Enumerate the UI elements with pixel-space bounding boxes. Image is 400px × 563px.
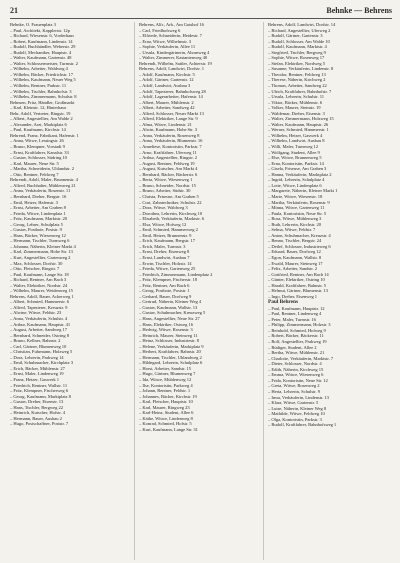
directory-entry: – Selma, Witwe, Feldstr. 7	[268, 227, 316, 233]
directory-entry: – Rudolf, Kraftfahrer, Bahnhofsweg 1	[268, 422, 337, 428]
directory-entry: – Hans, Tischler, Bergweg 22	[10, 404, 63, 410]
page-header	[10, 6, 392, 19]
directory-entry: – Georg, Postbote, Poststr. 1	[139, 288, 190, 294]
directory-entry: – Elisabeth, Verkäuferin, Marktstr. 6	[139, 216, 205, 222]
directory-entry: – Detlef, Schlosser, Industrieweg 6	[268, 243, 331, 249]
directory-entry: – Karl, Fleischer, Hauptstr. 10	[139, 399, 193, 405]
directory-entry: – Erich, Maler, Turmstr. 3	[139, 243, 186, 249]
directory-entry: – Karl, Zimmermann, Hohe Str. 13	[10, 249, 73, 255]
directory-entry: Behrendt, Wilhelm, Sattler, Achterstr. 19	[139, 60, 212, 66]
directory-entry: – Walter, Kaufmann, Hauptstr. 26	[268, 121, 329, 127]
directory-entry: – Anna, Verkäuferin, Blumenstr. 16	[139, 138, 203, 144]
directory-entry: – Luise, Näherin, Kleiner Weg 8	[268, 405, 327, 411]
directory-entry: – Richard, Angestellter, Uferweg 2	[268, 27, 331, 33]
directory-entry: – Waldemar, Dreher, Eisenstr. 3	[268, 110, 325, 116]
directory-entry: – Rudolf, Kaufmann, Marktstr. 4	[268, 44, 327, 50]
directory-entry: – Charlotte, Verkäuferin, Marktstr. 7	[268, 355, 334, 361]
directory-entry: – Anna, Verkäuferin, Schulstr. 4	[10, 315, 68, 321]
directory-entry: Behr, Adolf, Vertreter, Ringstr. 19	[10, 110, 71, 116]
directory-entry: – Peter, Maler, Turmstr. 16	[268, 316, 316, 322]
directory-entry: – Wilhelm, Kaufmann, Neuer Weg 5	[10, 77, 76, 83]
directory-entry: – Hans, Angestellter, Neue Str. 27	[139, 315, 200, 321]
directory-entry: – Fritz, Klempner, Fischerstr. 18	[139, 277, 198, 283]
directory-entry: – Otto, Fleischer, Ringstr. 7	[10, 266, 60, 272]
directory-entry: – Olga, Kontoristin, Parkstr. 3	[268, 416, 322, 422]
directory-entry: – Carl, Friedhofsweg 6	[139, 27, 181, 33]
directory-entry: – Otto, Rentner, Feldweg 7	[10, 171, 59, 177]
directory-entry: – Bruno, Arbeiter, Südstr. 30	[139, 188, 191, 194]
directory-entry: Behrens, Alfr., Arb., Am Gutshof 16	[139, 22, 204, 27]
directory-entry: – Friedrich, Rentner, Wallstr. 11	[10, 382, 68, 388]
directory-entry: – Ernst, Landwirt, Ausbau 7	[139, 254, 190, 260]
directory-entry: Behnke, O. Frauenplatz 3	[10, 22, 56, 27]
directory-entry: – Anneliese, Kontoristin, Parkstr. 7	[139, 144, 202, 150]
directory-entry: – Ernst, Maler, Lindenweg 19	[10, 371, 64, 377]
directory-entry: – Adolf, Gärtner, Gartenstr. 12	[139, 77, 194, 83]
directory-entry: – Ewald, Maurer, Steinweg 17	[268, 260, 323, 266]
directory-entry: – Emil, Heizer, Brunnenstr. 9	[139, 232, 192, 238]
directory-entry: – Erna, Kontoristin, Parkstr. 14	[268, 160, 324, 166]
directory-entry: – Alexander, Arzt, Marktplatz 6	[10, 121, 67, 127]
directory-entry: – Max, Schlosser, Dorfstr. 30	[10, 260, 63, 266]
directory-entry: – Friedrich, Zimmermann, Lindenplatz 2	[139, 271, 213, 277]
directory-entry: – Horst, Arbeiter, Sandstr. 15	[139, 365, 192, 371]
directory-entry: – Paul, Rentner, Lindenweg 4	[268, 311, 322, 317]
directory-entry: – Wilhelm, Bäcker, Friedrichstr. 17	[10, 71, 73, 77]
directory-entry: – Wilhelm, Zimmermann, Schulstr. 8	[10, 94, 77, 100]
directory-entry: Behrens, Adolf, Landwirt, Dorfstr. 1	[139, 66, 205, 72]
directory-columns	[10, 22, 392, 560]
directory-entry: – Wilhelm, Heizer, Gaswerk 4	[268, 132, 323, 138]
directory-entry: – Erna, Witwe, Wilhelmstr. 3	[139, 38, 192, 44]
directory-entry: – Hedwig, Witwe, Rosenstr. 3	[139, 327, 193, 333]
column-left	[10, 22, 135, 560]
directory-entry: – Albert, Maurer, Mühlenstr. 2	[139, 99, 194, 105]
directory-entry: – Thomas, Arbeiter, Sandweg 22	[268, 83, 327, 89]
directory-entry: – Ernst, Kraftfahrer, Kanalstr. 33	[10, 149, 69, 155]
directory-entry: – Adolf, Lagerarbeiter, Hafenstr. 14	[139, 94, 203, 100]
directory-entry: – Theodor, Rentner, Feldweg 13	[268, 71, 326, 77]
directory-entry: – Fritz, Klempner, Fischerweg 6	[10, 388, 68, 394]
directory-entry: – Hanna, Verkäuferin, Marktplatz 2	[268, 171, 332, 177]
directory-entry: Behrens, Adolf, Bauer, Ackerweg 1	[10, 293, 74, 299]
directory-entry: – Klara, Witwe, Gartenstr. 5	[268, 400, 319, 406]
directory-entry: – Wolfgang, Student, Allee 9	[268, 149, 320, 155]
directory-entry: – Susanne, Verkäuferin, Lindenstr. 8	[268, 66, 334, 72]
directory-entry: – Ernst, Arbeiter, Am Graben 8	[10, 205, 66, 211]
directory-entry: – Käthe, Witwe, Lindenweg 8	[139, 415, 193, 421]
directory-entry: – Walter, Schlossermeister, Turmstr. 2	[10, 60, 78, 66]
directory-entry: – Marie, Witwe, Wiesenstr. 18	[268, 193, 323, 199]
directory-entry: – Wilhelm, Rentner, Parkstr. 11	[10, 83, 67, 89]
directory-entry: – Alfred, Tapezierer, Kreuzstr. 9	[10, 304, 68, 310]
directory-entry: – Hugo, Postschaffner, Poststr. 7	[10, 421, 69, 427]
directory-entry: – Helene, Verkäuferin, Marktplatz 9	[139, 343, 204, 349]
directory-entry: Behrendt, Adolf, Maler, Brunnenstr. 4	[10, 177, 78, 183]
directory-entry: – Günter, Elektriker, Ostring 10	[268, 277, 325, 283]
directory-entry: – Erich, Kaufmann, Bergstr. 17	[139, 238, 195, 244]
directory-entry: – Dora, Witwe, Waldweg 3	[139, 205, 188, 211]
directory-entry: – Georg, Lehrer, Schulplatz 5	[10, 221, 63, 227]
directory-entry: – Dorothea, Lehrerin, Kirchweg 10	[139, 210, 203, 216]
directory-entry: – Emil, Schuhmacher, Kirchplatz 3	[10, 360, 73, 366]
directory-entry: – Hans, Elektriker, Ostweg 16	[139, 321, 193, 327]
directory-entry: – Hermann, Bauer, Ausbau 2	[10, 415, 62, 421]
directory-entry: – Arthur, Angestellter, Ringstr. 2	[139, 155, 198, 161]
directory-entry: – Karl, Maurer, Ringweg 23	[139, 404, 190, 410]
directory-entry: – Paula, Kontoristin, Neue Str. 5	[268, 210, 327, 216]
directory-entry: – Alfred, Schlosser, Neuer Markt 13	[139, 110, 204, 116]
directory-entry: – Philipp, Zimmermann, Holzstr. 3	[268, 322, 331, 328]
directory-entry: – Herbert, Kraftfahrer, Bahnstr. 20	[139, 349, 201, 355]
directory-entry: – Christa, Friseuse, Am Graben 5	[139, 193, 199, 199]
directory-entry: – Heinrich, Maurer, Steinweg 11	[139, 332, 198, 338]
directory-entry: – Bertha, Witwe, Mühlenstr. 21	[268, 350, 325, 356]
directory-entry: – Gustav, Postbote, Poststr. 9	[10, 227, 62, 233]
directory-entry: – Robert, Kaufmann, Lindenstr. 14	[10, 38, 73, 44]
directory-entry: – Margarete, Näherin, Kleiner Markt 1	[268, 188, 338, 194]
directory-entry: – Emil, Schmied, Hammerweg 2	[139, 227, 198, 233]
column-middle	[139, 22, 264, 560]
directory-entry: – Viktor, Bäcker, Mühlenstr. 6	[268, 99, 323, 105]
directory-entry: – Gertrud, Näherin, Kleiner Weg 4	[139, 299, 202, 305]
directory-entry: – Walter, Zimmerer, Kastanienweg 40	[139, 55, 208, 61]
directory-entry: – Paul, Kaufmann, Hauptstr. 12	[268, 305, 325, 311]
directory-entry: – August, Arbeiter, Sandweg 17	[10, 327, 68, 333]
directory-entry: – Fritz, Rentner, Am Bach 6	[139, 282, 190, 288]
directory-entry: – Arno, Kraftfahrer, Uferweg 11	[139, 149, 197, 155]
directory-entry: – Sophie, Verkäuferin, Allee 11	[139, 44, 196, 50]
directory-entry: – Frieda, Witwe, Gartenweg 25	[139, 266, 196, 272]
directory-entry: – Heinrich, Kutscher, Hofstr. 4	[10, 410, 66, 416]
directory-entry: – Bruno, Klempner, Vorstadt 9	[10, 144, 65, 150]
directory-entry: – Gottfried, Rentner, Am Bach 14	[268, 271, 329, 277]
directory-entry: – Walter, Zimmermann, Holzweg 15	[268, 116, 334, 122]
directory-entry: – Bernhard, Schneider, Ostring 8	[10, 332, 69, 338]
directory-entry: – Reinhold, Schmied, Hofweg 9	[268, 327, 326, 333]
directory-entry: – Walter, Kaufmann, Gartenstr. 48	[10, 55, 72, 61]
directory-entry: – Ernst, Dreher, Eisenweg 8	[139, 249, 190, 255]
directory-entry: Behrens, Adolf, Landwirt, Dorfstr. 14	[268, 22, 336, 27]
directory-entry: – Alma, Witwe, Lindenstr. 21	[139, 121, 192, 127]
directory-entry: – Bernhard, Bäcker, Bäckerstr. 6	[139, 171, 198, 177]
directory-entry: – Siegfried, Tischler, Bergweg 9	[268, 49, 326, 55]
directory-entry: – Bruno, Kellner, Bahnstr. 2	[10, 338, 61, 344]
directory-entry: – August, Kutscher, Am Markt 4	[139, 166, 198, 172]
directory-entry: – Heinz, Schlosser, Industriestr. 8	[139, 338, 199, 344]
directory-entry: – Richard, Wiesenstr. 6, Vorderhaus	[10, 33, 75, 39]
directory-entry: – Anton, Schuhmacher, Kreuzstr. 4	[268, 232, 331, 238]
directory-entry: – Adolf, Landwirt, Ausbau 3	[139, 83, 191, 89]
directory-entry: – Albert, Arbeiter, Sandweg 42	[139, 105, 195, 111]
directory-entry: – Hans, Bäcker, Wiesenweg 12	[10, 232, 66, 238]
directory-entry: – Alfred, Elektriker, Lange Str. 9	[139, 116, 198, 122]
directory-entry: – Frieda, Witwe, Lindenplatz 1	[10, 210, 66, 216]
directory-entry: – Alfred, Buchhalter, Mühlenweg 21	[10, 182, 76, 188]
directory-entry: – Erwin, Tischler, Holzstr. 14	[139, 260, 192, 266]
directory-entry: – Martha, Schneiderin, Uhlandstr. 2	[10, 166, 74, 172]
directory-entry: – Albert, Schmied, Hammerstr. 6	[10, 299, 70, 305]
directory-entry: – Albert, Angestellter, Am Walde 2	[10, 116, 73, 122]
directory-entry: – Johann, Rentner, Feldstr. 1	[139, 388, 191, 394]
directory-entry: – Adolf, Tapezierer, Bahnhofsweg 28	[139, 88, 206, 94]
directory-entry: – Frida, Kontoristin, Neue Str. 12	[268, 377, 328, 383]
directory-entry: Behrend, Franz, Fabrikant, Hafenstr. 1	[10, 132, 79, 138]
directory-entry: – Karl-Heinz, Student, Allee 6	[139, 410, 194, 416]
directory-entry: – Ingo, Dreher, Eisenweg 1	[268, 293, 318, 299]
directory-entry: – Hildegard, Lehrerin, Schulplatz 6	[139, 360, 203, 366]
directory-entry: – Arthur, Kaufmann, Hauptstr. 41	[10, 321, 71, 327]
directory-entry: – Helmut, Gärtner, Blumenstr. 13	[268, 288, 328, 294]
directory-entry: – Paul, Kaufmann, Lange Str. 18	[10, 271, 69, 277]
directory-entry: – Herta, Lehrerin, Schulstr. 9	[268, 388, 320, 394]
directory-entry: – Curt, Zahntechniker, Schulstr. 22	[139, 199, 202, 205]
directory-entry: – Sophie, Witwe, Rosenweg 17	[268, 55, 325, 61]
directory-entry: – Bernhard, Dreher, Bergstr. 16	[10, 193, 67, 199]
directory-entry: – Richard, Rentner, Am Bach 3	[10, 277, 67, 283]
directory-entry: – Anna, Witwe, Lessingstr. 26	[10, 138, 64, 144]
directory-entry: – Rudolf, Buchhändler, Weberstr. 29	[10, 44, 76, 50]
directory-entry: – Wilhelm, Arbeiter, Waldweg 4	[10, 66, 68, 72]
directory-entry: – Johanna, Näherin, Kleiner Markt 4	[10, 243, 76, 249]
directory-entry: – Ida, Witwe, Mühlenweg 12	[139, 377, 192, 382]
directory-entry: – Ingrid, Lehrerin, Schulplatz 4	[268, 177, 325, 183]
directory-entry: – Therese, Näherin, Kirchweg 2	[268, 77, 326, 83]
directory-entry: – Johannes, Bäcker, Kirchstr. 19	[139, 393, 197, 399]
directory-entry: – Anna, Verkäuferin, Rosenweg 8	[139, 132, 200, 138]
directory-entry: – Volker, Maurer, Steinstr. 19	[268, 105, 321, 111]
directory-entry: – Gerhard, Bauer, Dorfweg 9	[139, 293, 192, 299]
directory-entry: – Dora, Lehrerin, Parkweg 14	[10, 354, 64, 360]
directory-entry: – Erich, Bäcker, Mühlenstr. 27	[10, 365, 65, 371]
directory-entry: – Irma, Verkäuferin, Lindenstr. 13	[268, 394, 329, 400]
directory-entry: – Karl, Kleinstr. 12, Hinterhaus	[10, 105, 67, 111]
directory-entry: – Alwin, Kaufmann, Hohe Str. 3	[139, 127, 197, 133]
directory-entry: – Eduard, Bauer, Dorfweg 12	[268, 249, 321, 255]
directory-entry: – Ursula, Kindergärtnerin, Ahornweg 4	[139, 49, 210, 55]
directory-entry: – Emma, Witwe, Wiesenweg 6	[268, 372, 324, 378]
directory-entry: – Anna, Verkäuferin, Rosenstr. 11	[10, 188, 71, 194]
directory-entry: – Rüdiger, Student, Allee 2	[268, 344, 317, 350]
directory-entry: – Dieter, Schlosser, Nordstr. 4	[268, 361, 322, 367]
directory-entry: – Willi, Maler, Turmweg 12	[268, 144, 319, 150]
directory-entry: – Wilhelm, Tischler, Bahnhofstr. 3	[10, 88, 72, 94]
directory-entry: – Hermann, Tischler, Uhlandweg 2	[139, 354, 202, 360]
directory-entry: – Bruno, Schneider, Nordstr. 15	[139, 182, 196, 188]
directory-entry: – Lotte, Witwe, Lindenplatz 6	[268, 182, 322, 188]
directory-entry: – Alwine, Witwe, Feldstr. 23	[10, 310, 62, 316]
directory-entry: – Gisela, Friseuse, Am Graben 3	[268, 166, 327, 172]
directory-entry: – Rudolf, Schlosser, Am Walde 10	[268, 38, 330, 44]
directory-entry: – Else, Witwe, Brunnenweg 5	[268, 155, 322, 161]
directory-entry: – Ilse, Kontoristin, Parkweg 4	[139, 382, 193, 388]
directory-entry: – Ursula, Lehrerin, Schulstr. 11	[268, 94, 325, 100]
directory-entry: – Fritz, Kaufmann, Marktstr. 20	[10, 216, 68, 222]
directory-entry: – Ulrich, Kraftfahrer, Bahnhofstr. 7	[268, 88, 332, 94]
directory-entry: – Felix, Arbeiter, Sandstr. 2	[268, 266, 318, 272]
directory-entry: – Walter, Elektriker, Nordstr. 24	[10, 282, 68, 288]
directory-entry: – Mathilde, Witwe, Feldweg 10	[268, 411, 325, 417]
directory-entry: – Georg, Kaufmann, Marktplatz 8	[10, 393, 71, 399]
directory-entry: – Gustav, Schlosser, Südring 10	[10, 155, 67, 161]
directory-entry: – Adolf, Kaufmann, Kirchstr. 5	[139, 71, 195, 77]
directory-entry: Behnsen, Fritz, Händler, Großmarkt	[10, 99, 75, 105]
directory-entry: – Berta, Witwe, Wiesenweg 1	[139, 177, 193, 183]
directory-entry: – Robert, Bäcker, Bäckerstr. 11	[268, 333, 324, 339]
directory-entry: – Rudolf, Gärtner, Gartenstr. 3	[268, 33, 323, 39]
directory-entry: – Gustav, Kaufmann, Wallstr. 13	[139, 304, 198, 310]
directory-entry: – Konrad, Schmied, Hofstr. 5	[139, 421, 192, 427]
directory-entry: – Gustav, Dreher, Eisenstr. 13	[10, 399, 64, 405]
directory-entry: – Wilhelm, Maurer, Weidenweg 15	[10, 288, 73, 294]
directory-entry: – Ruth, Lehrerin, Kirchstr. 20	[268, 221, 321, 227]
directory-entry: – Rosa, Witwe, Mühlenweg 3	[268, 216, 322, 222]
directory-entry: – Kurt, Kaufmann, Lange Str. 31	[139, 426, 198, 432]
directory-entry: – August, Rentner, Feldweg 19	[139, 160, 195, 166]
directory-entry: – Gustav, Schuhmacher, Kreuzweg 5	[139, 310, 206, 316]
entry-heading: Paul Behrens	[268, 299, 299, 306]
directory-entry: – Martha, Verkäuferin, Rosenstr. 9	[268, 199, 330, 205]
directory-entry: – Kurt, Angestellter, Gartenweg 2	[10, 254, 71, 260]
directory-entry: – Paul, Architekt, Kapplerstr. 12p	[10, 27, 70, 33]
directory-entry: – Paul, Kaufmann, Kirchstr. 14	[10, 127, 66, 133]
column-right	[268, 22, 392, 560]
directory-entry: – Wilhelm, Landwirt, Ausbau 8	[268, 138, 325, 144]
running-head: Behnke — Behrens	[326, 6, 392, 15]
directory-entry: – Egon, Kaufmann, Wallstr. 8	[268, 254, 322, 260]
directory-entry: – Hermann, Tischler, Turmweg 6	[10, 238, 70, 244]
directory-entry: – Emil, Heizer, Hafenstr. 3	[10, 199, 58, 205]
directory-entry: – Karl, Maurer, Neue Str. 5	[10, 160, 59, 166]
directory-entry: – Rolf, Angestellter, Parkweg 19	[268, 339, 327, 345]
directory-entry: – Elfriede, Schneiderin, Heidestr. 7	[139, 33, 202, 39]
directory-entry: – Benno, Tischler, Bergstr. 24	[268, 238, 322, 244]
directory-entry: – Hugo, Gärtner, Blumenweg 7	[139, 371, 196, 377]
directory-entry: – Greta, Witwe, Rosenweg 2	[268, 383, 320, 389]
directory-entry: – Christian, Fuhrmann, Holzweg 5	[10, 349, 73, 355]
directory-entry: – Edith, Näherin, Kirchweg 15	[268, 366, 324, 372]
directory-entry: – Elsa, Witwe, Hofweg 12	[139, 221, 187, 227]
page-number: 21	[10, 6, 18, 15]
directory-entry: – Minna, Witwe, Gartenweg 11	[268, 205, 325, 211]
directory-entry: – Carl, Gärtner, Blumenweg 10	[10, 343, 67, 349]
directory-entry: – Rudolf, Mechaniker, Hauptstr. 4	[10, 49, 72, 55]
directory-entry: – Harald, Kraftfahrer, Bahnstr. 5	[268, 282, 326, 288]
directory-entry: – Franz, Heizer, Gaswerk 1	[10, 377, 60, 382]
directory-entry: – Werner, Schmied, Hammerstr. 1	[268, 127, 329, 133]
directory-entry: – Stefan, Elektriker, Nordweg 5	[268, 60, 325, 66]
